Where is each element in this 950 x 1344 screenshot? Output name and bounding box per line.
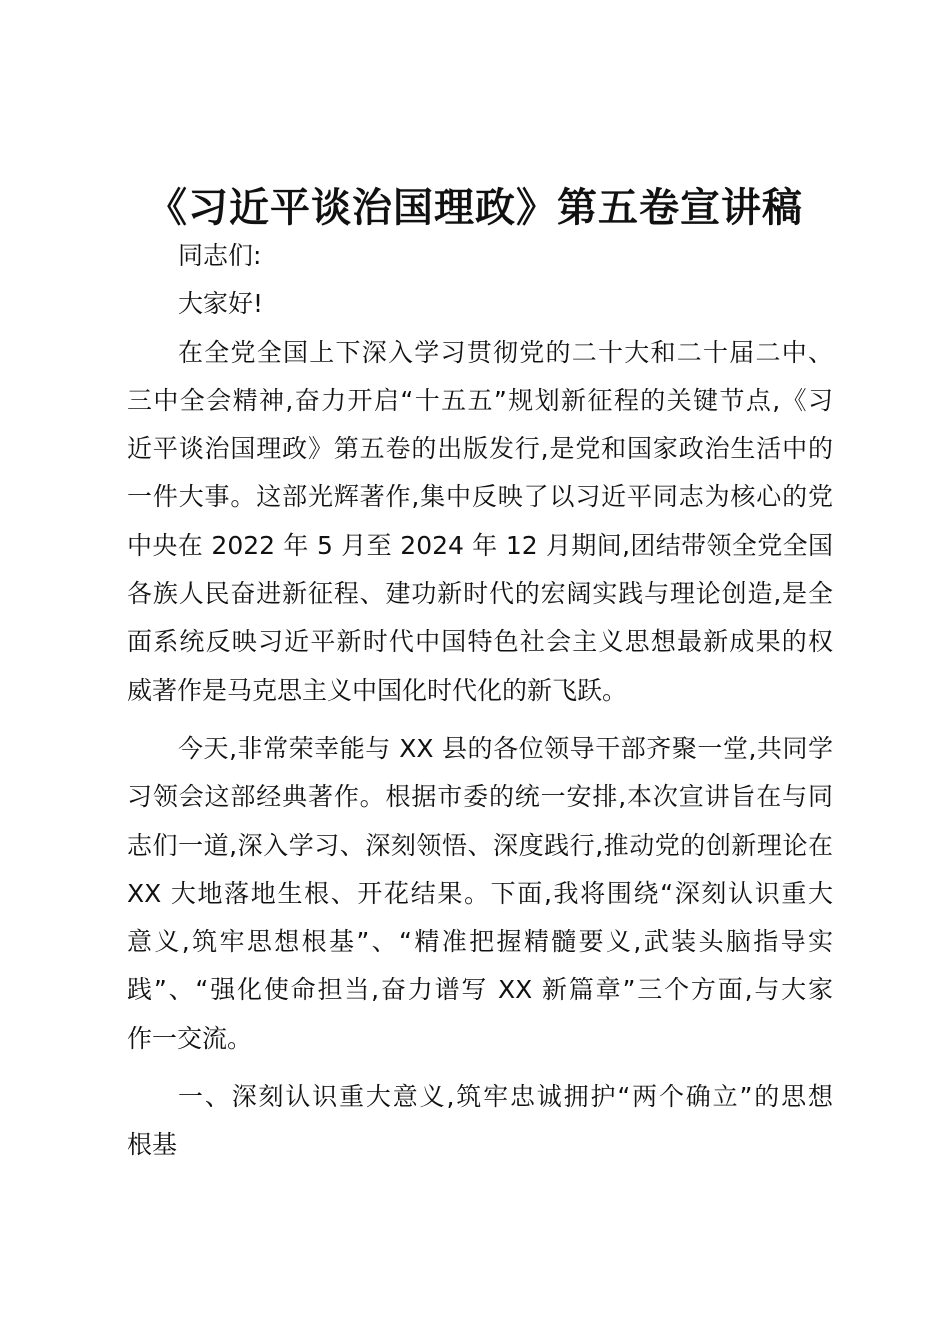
paragraph-line: 威著作是马克思主义中国化时代化的新飞跃。 [127, 675, 628, 705]
salutation: 同志们: [178, 241, 262, 270]
document-body [127, 232, 833, 1180]
paragraph-line: 在全党全国上下深入学习贯彻党的二十大和二十届二中、 [178, 337, 833, 367]
paragraph-line: XX 大地落地生根、开花结果。下面,我将围绕“深刻认识重大 [127, 878, 833, 908]
greeting-paragraph [127, 280, 833, 328]
paragraph-line: 近平谈治国理政》第五卷的出版发行,是党和国家政治生活中的 [127, 434, 833, 464]
paragraph-line: 面系统反映习近平新时代中国特色社会主义思想最新成果的权 [127, 627, 833, 657]
paragraph-line: 各族人民奋进新征程、建功新时代的宏阔实践与理论创造,是全 [127, 579, 833, 609]
greeting: 大家好! [178, 289, 264, 319]
paragraph-line: 一件大事。这部光辉著作,集中反映了以习近平同志为核心的党 [127, 482, 833, 512]
paragraph-line: 志们一道,深入学习、深刻领悟、深度践行,推动党的创新理论在 [127, 830, 833, 860]
paragraph-line: 中央在 2022 年 5 月至 2024 年 12 月期间,团结带领全党全国 [127, 530, 833, 560]
paragraph-line: 意义,筑牢思想根基”、“精准把握精髓要义,武装头脑指导实 [127, 927, 833, 957]
body-paragraph [127, 725, 833, 1063]
paragraph-line: 习领会这部经典著作。根据市委的统一安排,本次宣讲旨在与同 [127, 782, 833, 812]
body-paragraph [127, 329, 833, 715]
paragraph-line: 今天,非常荣幸能与 XX 县的各位领导干部齐聚一堂,共同学 [178, 733, 833, 763]
paragraph-line: 一、深刻认识重大意义,筑牢忠诚拥护“两个确立”的思想 [178, 1082, 833, 1112]
paragraph-line: 三中全会精神,奋力开启“十五五”规划新征程的关键节点,《习 [127, 385, 833, 415]
document-title: 《习近平谈治国理政》第五卷宣讲稿 [147, 185, 803, 231]
paragraph-line: 作一交流。 [127, 1023, 253, 1053]
section-heading [127, 1073, 833, 1170]
paragraph-line: 践”、“强化使命担当,奋力谱写 XX 新篇章”三个方面,与大家 [127, 975, 833, 1005]
salutation-paragraph [127, 232, 833, 280]
paragraph-line: 根基 [127, 1130, 178, 1160]
